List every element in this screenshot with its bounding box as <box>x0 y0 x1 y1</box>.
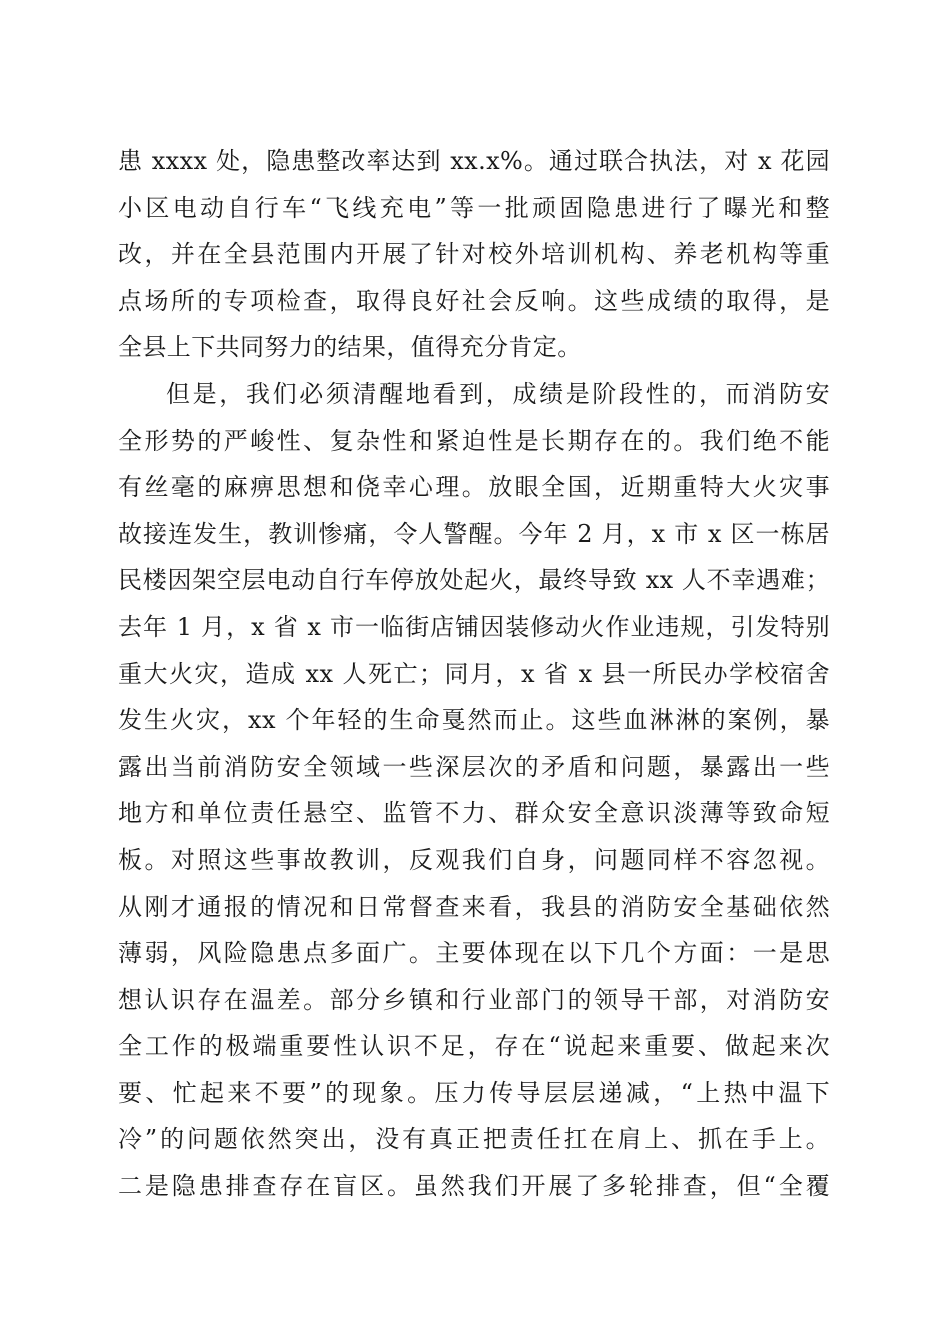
paragraph-line: 板。对照这些事故教训，反观我们自身，问题同样不容忽视。 <box>118 845 830 874</box>
paragraph-2 <box>118 371 830 1210</box>
paragraph-line: 冷”的问题依然突出，没有真正把责任扛在肩上、抓在手上。 <box>118 1125 830 1154</box>
paragraph-line: 故接连发生，教训惨痛，令人警醒。今年 2 月，x 市 x 区一栋居 <box>118 519 830 548</box>
paragraph-line: 患 xxxx 处，隐患整改率达到 xx.x%。通过联合执法，对 x 花园 <box>118 147 830 175</box>
paragraph-1 <box>118 138 830 371</box>
paragraph-line: 露出当前消防安全领域一些深层次的矛盾和问题，暴露出一些 <box>118 752 830 781</box>
paragraph-line: 但是，我们必须清醒地看到，成绩是阶段性的，而消防安 <box>166 379 830 408</box>
paragraph-line: 从刚才通报的情况和日常督查来看，我县的消防安全基础依然 <box>118 892 830 921</box>
paragraph-line: 全形势的严峻性、复杂性和紧迫性是长期存在的。我们绝不能 <box>118 426 830 455</box>
paragraph-line: 重大火灾，造成 xx 人死亡；同月，x 省 x 县一所民办学校宿舍 <box>118 659 830 688</box>
paragraph-line: 民楼因架空层电动自行车停放处起火，最终导致 xx 人不幸遇难； <box>118 566 830 595</box>
paragraph-line: 二是隐患排查存在盲区。虽然我们开展了多轮排查，但“全覆 <box>118 1172 830 1201</box>
paragraph-line: 地方和单位责任悬空、监管不力、群众安全意识淡薄等致命短 <box>118 799 830 828</box>
paragraph-line: 全工作的极端重要性认识不足，存在“说起来重要、做起来次 <box>118 1032 830 1061</box>
paragraph-line: 全县上下共同努力的结果，值得充分肯定。 <box>118 333 582 362</box>
paragraph-line: 要、忙起来不要”的现象。压力传导层层递减，“上热中温下 <box>118 1078 830 1107</box>
paragraph-line: 去年 1 月，x 省 x 市一临街店铺因装修动火作业违规，引发特别 <box>118 612 830 641</box>
paragraph-line: 小区电动自行车“飞线充电”等一批顽固隐患进行了曝光和整 <box>118 193 830 222</box>
paragraph-line: 有丝毫的麻痹思想和侥幸心理。放眼全国，近期重特大火灾事 <box>118 473 830 502</box>
paragraph-line: 薄弱，风险隐患点多面广。主要体现在以下几个方面：一是思 <box>118 939 830 968</box>
paragraph-line: 改，并在全县范围内开展了针对校外培训机构、养老机构等重 <box>118 240 830 269</box>
paragraph-line: 想认识存在温差。部分乡镇和行业部门的领导干部，对消防安 <box>118 985 830 1014</box>
paragraph-line: 发生火灾，xx 个年轻的生命戛然而止。这些血淋淋的案例，暴 <box>118 706 830 735</box>
paragraph-line: 点场所的专项检查，取得良好社会反响。这些成绩的取得，是 <box>118 286 830 315</box>
document-body <box>118 138 830 1210</box>
